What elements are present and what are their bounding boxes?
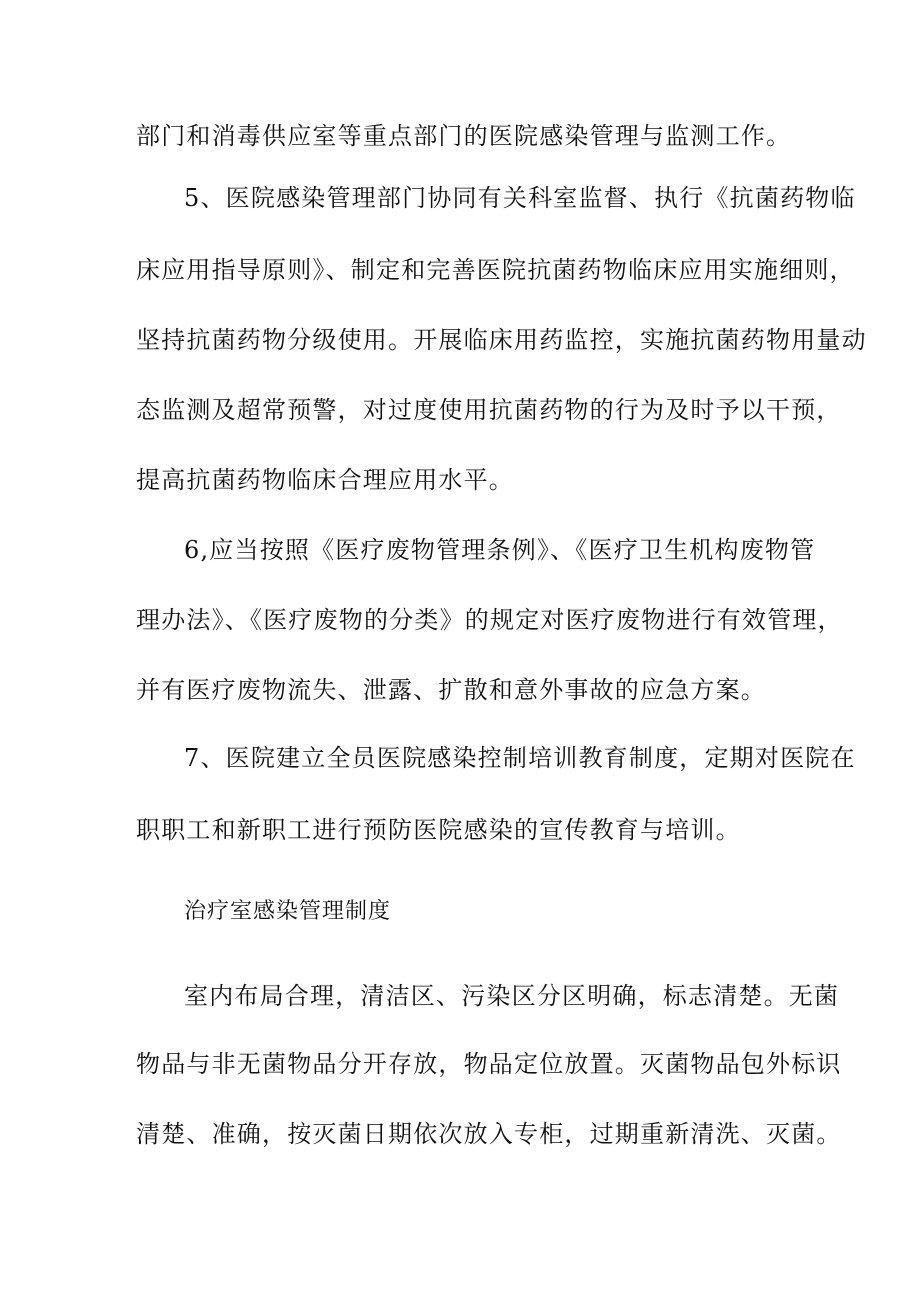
text-line: 7、医院建立全员医院感染控制培训教育制度，定期对医院在 xyxy=(184,744,856,772)
text-line: 床应用指导原则》、制定和完善医院抗菌药物临床应用实施细则， xyxy=(136,256,855,284)
text-line: 提高抗菌药物临床合理应用水平。 xyxy=(136,466,514,494)
text-line: 并有医疗废物流失、泄露、扩散和意外事故的应急方案。 xyxy=(136,676,766,704)
text-line: 室内布局合理，清洁区、污染区分区明确，标志清楚。无菌 xyxy=(184,982,840,1010)
text-line: 态监测及超常预警，对过度使用抗菌药物的行为及时予以干预， xyxy=(136,396,842,424)
text-line: 理办法》、《医疗废物的分类》的规定对医疗废物进行有效管理， xyxy=(136,606,843,634)
section-heading: 治疗室感染管理制度 xyxy=(184,899,392,924)
text-line: 清楚、准确，按灭菌日期依次放入专柜，过期重新清洗、灭菌。 xyxy=(136,1120,842,1148)
text-line: 职职工和新职工进行预防医院感染的宣传教育与培训。 xyxy=(136,816,741,844)
text-line: 坚持抗菌药物分级使用。开展临床用药监控，实施抗菌药物用量动 xyxy=(136,326,867,354)
text-line: 物品与非无菌物品分开存放，物品定位放置。灭菌物品包外标识 xyxy=(136,1050,842,1078)
text-line: 5、医院感染管理部门协同有关科室监督、执行《抗菌药物临 xyxy=(184,184,856,212)
text-line: 部门和消毒供应室等重点部门的医院感染管理与监测工作。 xyxy=(136,122,792,150)
text-line: 6,应当按照《医疗废物管理条例》、《医疗卫生机构废物管 xyxy=(184,536,816,564)
